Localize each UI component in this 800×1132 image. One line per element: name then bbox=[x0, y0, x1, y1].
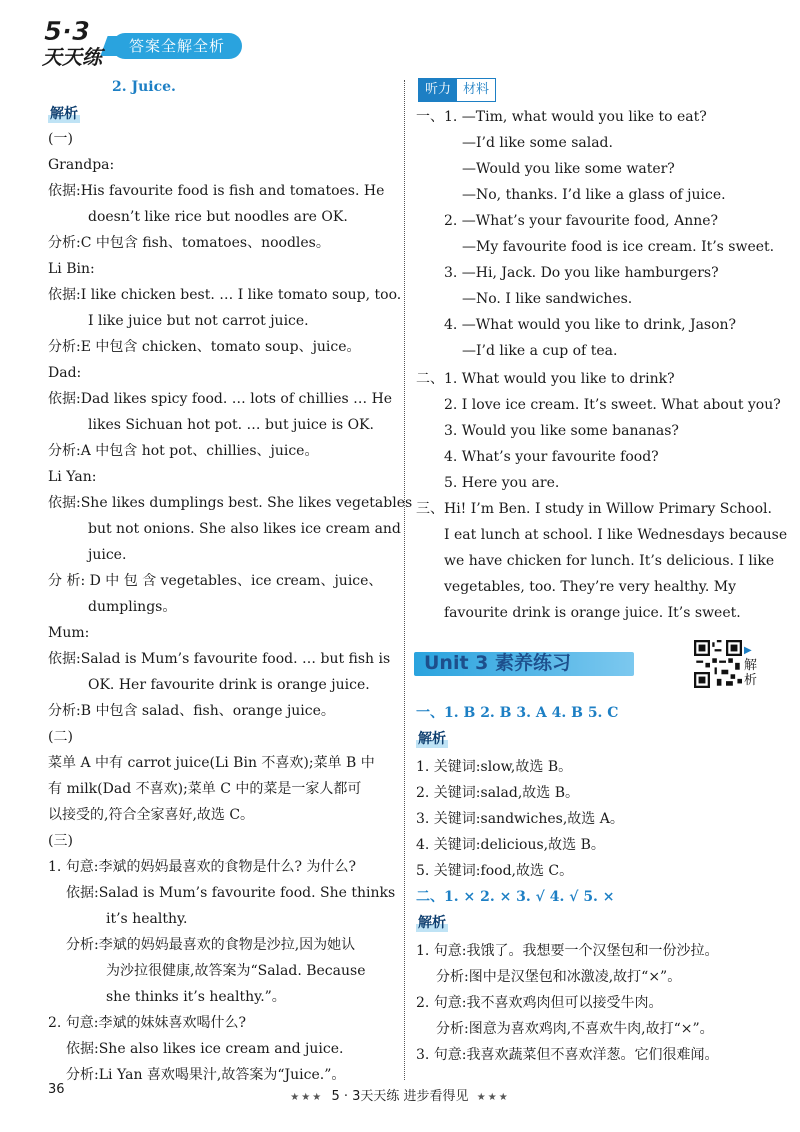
qr-label-text: 解析 bbox=[744, 658, 758, 688]
text-line: 5. Here you are. bbox=[444, 475, 560, 491]
text-line: we have chicken for lunch. It’s delicious. I like bbox=[444, 553, 775, 569]
text-line: —My favourite food is ice cream. It’s sweet. bbox=[462, 239, 775, 255]
text-line: 三、Hi! I’m Ben. I study in Willow Primary School. bbox=[416, 501, 772, 517]
text-line: likes Sichuan hot pot. … but juice is OK. bbox=[88, 417, 374, 433]
text-line: 二、1. What would you like to drink? bbox=[416, 371, 675, 387]
column-divider bbox=[404, 80, 405, 1080]
text-line: 依据:His favourite food is fish and tomatoes. He bbox=[48, 183, 385, 199]
text-line: vegetables, too. They’re very healthy. My bbox=[444, 579, 736, 595]
text-line: 3. 关键词:sandwiches,故选 A。 bbox=[416, 811, 624, 827]
text-line: 一、1. —Tim, what would you like to eat? bbox=[416, 109, 707, 125]
svg-text:天天练: 天天练 bbox=[42, 45, 102, 69]
footer-stars-left: ★★★ bbox=[290, 1092, 324, 1103]
text-line: Li Yan: bbox=[48, 469, 97, 485]
text-line: Dad: bbox=[48, 365, 82, 381]
text-line: —No. I like sandwiches. bbox=[462, 291, 633, 307]
text-line: (一) bbox=[48, 131, 73, 147]
footer-stars-right: ★★★ bbox=[476, 1092, 510, 1103]
heading-label: 解析 bbox=[50, 106, 78, 122]
text-line: 2. 句意:我不喜欢鸡肉但可以接受牛肉。 bbox=[416, 995, 663, 1011]
text-line: 分析:A 中包含 hot pot、chillies、juice。 bbox=[48, 443, 319, 459]
text-line: 分 析: D 中 包 含 vegetables、ice cream、juice、 bbox=[48, 573, 383, 589]
section-heading bbox=[48, 105, 80, 123]
text-line: 一、1. B 2. B 3. A 4. B 5. C bbox=[416, 705, 619, 721]
text-line: 依据:Salad is Mum’s favourite food. She thinks bbox=[66, 885, 396, 901]
text-line: 分析:图意为喜欢鸡肉,不喜欢牛肉,故打“×”。 bbox=[436, 1021, 714, 1037]
text-line: 依据:I like chicken best. … I like tomato soup, too. bbox=[48, 287, 402, 303]
section-heading bbox=[416, 730, 448, 748]
text-line: 菜单 A 中有 carrot juice(Li Bin 不喜欢);菜单 B 中 bbox=[48, 755, 375, 771]
text-line: 1. 关键词:slow,故选 B。 bbox=[416, 759, 573, 775]
text-line: 分析:Li Yan 喜欢喝果汁,故答案为“Juice.”。 bbox=[66, 1067, 346, 1083]
text-line: 二、1. × 2. × 3. √ 4. √ 5. × bbox=[416, 889, 615, 905]
header-banner: 答案全解全析 bbox=[112, 33, 242, 59]
logo-icon bbox=[40, 14, 106, 70]
text-line: 依据:Salad is Mum’s favourite food. … but fish is bbox=[48, 651, 391, 667]
text-line: 分析:E 中包含 chicken、tomato soup、juice。 bbox=[48, 339, 361, 355]
text-line: OK. Her favourite drink is orange juice. bbox=[88, 677, 370, 693]
text-line: 1. 句意:我饿了。我想要一个汉堡包和一份沙拉。 bbox=[416, 943, 719, 959]
text-line: 为沙拉很健康,故答案为“Salad. Because bbox=[106, 963, 366, 979]
text-line: 分析:B 中包含 salad、fish、orange juice。 bbox=[48, 703, 335, 719]
text-line: 分析:李斌的妈妈最喜欢的食物是沙拉,因为她认 bbox=[66, 937, 356, 953]
heading-label: 解析 bbox=[418, 731, 446, 747]
tag-material: 材料 bbox=[457, 79, 495, 101]
text-line: 4. —What would you like to drink, Jason? bbox=[444, 317, 737, 333]
text-line: 分析:C 中包含 fish、tomatoes、noodles。 bbox=[48, 235, 330, 251]
footer-slogan bbox=[0, 1085, 800, 1104]
text-line: —I’d like a cup of tea. bbox=[462, 343, 618, 359]
text-line: 2. —What’s your favourite food, Anne? bbox=[444, 213, 719, 229]
text-line: 5. 关键词:food,故选 C。 bbox=[416, 863, 574, 879]
play-icon: ▶ bbox=[744, 645, 752, 656]
text-line: 2. I love ice cream. It’s sweet. What about you? bbox=[444, 397, 781, 413]
section-heading bbox=[416, 914, 448, 932]
text-line: 2. Juice. bbox=[112, 79, 176, 95]
text-line: 4. 关键词:delicious,故选 B。 bbox=[416, 837, 605, 853]
text-line: 以接受的,符合全家喜好,故选 C。 bbox=[48, 807, 255, 823]
text-line: juice. bbox=[88, 547, 127, 563]
svg-text:5·3: 5·3 bbox=[44, 17, 91, 47]
text-line: 依据:Dad likes spicy food. … lots of chillies … He bbox=[48, 391, 393, 407]
text-line: but not onions. She also likes ice cream and bbox=[88, 521, 401, 537]
page-header bbox=[0, 0, 800, 80]
text-line: 2. 句意:李斌的妹妹喜欢喝什么? bbox=[48, 1015, 247, 1031]
unit-banner bbox=[414, 648, 644, 678]
text-line: doesn’t like rice but noodles are OK. bbox=[88, 209, 348, 225]
tag-listening: 听力 bbox=[419, 79, 457, 101]
heading-label: 解析 bbox=[418, 915, 446, 931]
text-line: (三) bbox=[48, 833, 73, 849]
page-number: 36 bbox=[48, 1082, 65, 1097]
text-line: favourite drink is orange juice. It’s sweet. bbox=[444, 605, 741, 621]
qr-code-icon[interactable] bbox=[694, 640, 742, 688]
text-line: 2. 关键词:salad,故选 B。 bbox=[416, 785, 580, 801]
text-line: Mum: bbox=[48, 625, 90, 641]
text-line: 3. Would you like some bananas? bbox=[444, 423, 679, 439]
text-line: —No, thanks. I’d like a glass of juice. bbox=[462, 187, 726, 203]
text-line: she thinks it’s healthy.”。 bbox=[106, 989, 286, 1005]
footer-text: 5 · 3天天练 进步看得见 bbox=[331, 1089, 469, 1104]
text-line: Li Bin: bbox=[48, 261, 95, 277]
text-line: 4. What’s your favourite food? bbox=[444, 449, 659, 465]
text-line: 依据:She likes dumplings best. She likes vegetables bbox=[48, 495, 413, 511]
text-line: —I’d like some salad. bbox=[462, 135, 613, 151]
text-line: 依据:She also likes ice cream and juice. bbox=[66, 1041, 344, 1057]
listening-material-tag bbox=[418, 78, 496, 102]
text-line: I like juice but not carrot juice. bbox=[88, 313, 309, 329]
text-line: dumplings。 bbox=[88, 599, 177, 615]
unit-title: Unit 3 素养练习 bbox=[424, 652, 571, 674]
text-line: —Would you like some water? bbox=[462, 161, 675, 177]
text-line: 有 milk(Dad 不喜欢);菜单 C 中的菜是一家人都可 bbox=[48, 781, 362, 797]
text-line: I eat lunch at school. I like Wednesdays because bbox=[444, 527, 788, 543]
text-line: Grandpa: bbox=[48, 157, 115, 173]
text-line: 1. 句意:李斌的妈妈最喜欢的食物是什么? 为什么? bbox=[48, 859, 356, 875]
text-line: (二) bbox=[48, 729, 73, 745]
text-line: 3. —Hi, Jack. Do you like hamburgers? bbox=[444, 265, 719, 281]
text-line: 3. 句意:我喜欢蔬菜但不喜欢洋葱。它们很难闻。 bbox=[416, 1047, 719, 1063]
text-line: it’s healthy. bbox=[106, 911, 188, 927]
qr-label bbox=[744, 642, 762, 688]
text-line: 分析:图中是汉堡包和冰激凌,故打“×”。 bbox=[436, 969, 682, 985]
